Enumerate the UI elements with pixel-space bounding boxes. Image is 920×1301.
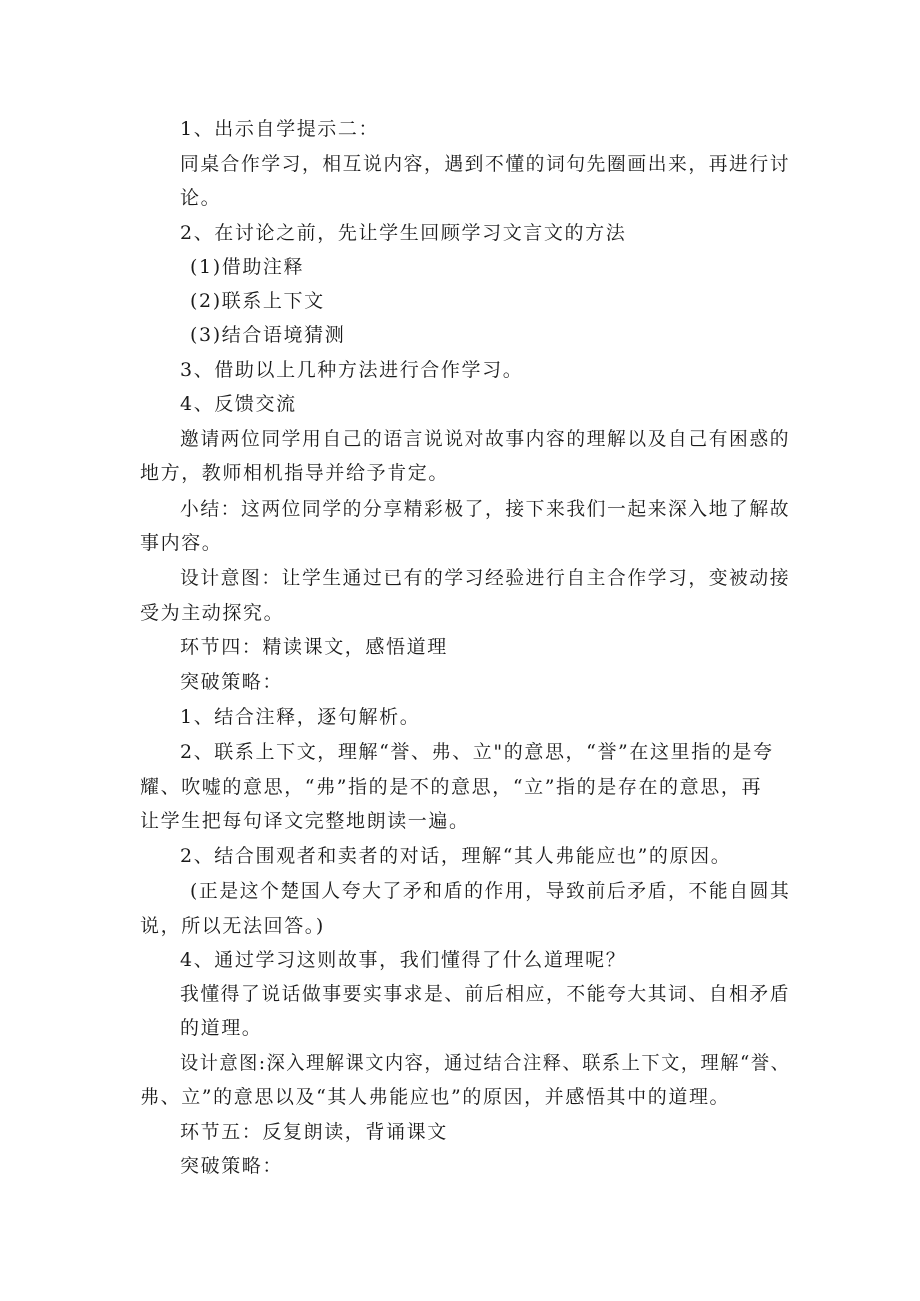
text-line: 邀请两位同学用自己的语言说说对故事内容的理解以及自己有困惑的 bbox=[180, 428, 791, 450]
text-line: (1)借助注释 bbox=[190, 256, 305, 278]
text-line: 我懂得了说话做事要实事求是、前后相应，不能夸大其词、自相矛盾 bbox=[180, 983, 791, 1005]
text-line: (2)联系上下文 bbox=[190, 290, 325, 312]
text-line: 2、联系上下文，理解“誉、弗、立"的意思，“誉”在这里指的是夸 bbox=[180, 741, 774, 763]
text-line: 同桌合作学习，相互说内容，遇到不懂的词句先圈画出来，再进行讨 bbox=[180, 153, 791, 175]
text-line: 受为主动探究。 bbox=[140, 602, 285, 624]
text-line: 地方，教师相机指导并给予肯定。 bbox=[140, 462, 450, 484]
text-line: 论。 bbox=[180, 187, 222, 209]
text-line: 2、在讨论之前，先让学生回顾学习文言文的方法 bbox=[180, 222, 627, 244]
text-line: 耀、吹嘘的意思，“弗”指的是不的意思，“立”指的是存在的意思，再 bbox=[140, 776, 763, 798]
text-line: 突破策略： bbox=[180, 671, 284, 693]
text-line: (正是这个楚国人夸大了矛和盾的作用，导致前后矛盾，不能自圆其 bbox=[190, 880, 791, 902]
text-line: 4、反馈交流 bbox=[180, 393, 297, 415]
text-line: 4、通过学习这则故事，我们懂得了什么道理呢？ bbox=[180, 949, 627, 971]
text-line: 弗、立”的意思以及“其人弗能应也”的原因，并感悟其中的道理。 bbox=[140, 1086, 731, 1108]
text-line: 1、出示自学提示二： bbox=[180, 118, 380, 140]
text-line: 突破策略： bbox=[180, 1155, 284, 1177]
text-line: 说，所以无法回答。) bbox=[140, 915, 325, 937]
text-line: 小结：这两位同学的分享精彩极了，接下来我们一起来深入地了解故 bbox=[180, 498, 791, 520]
text-line: (3)结合语境猜测 bbox=[190, 324, 346, 346]
text-line: 事内容。 bbox=[140, 532, 223, 554]
text-line: 2、结合围观者和卖者的对话，理解“其人弗能应也”的原因。 bbox=[180, 845, 732, 867]
text-line: 3、借助以上几种方法进行合作学习。 bbox=[180, 359, 524, 381]
section-heading: 环节五：反复朗读，背诵课文 bbox=[180, 1121, 448, 1143]
text-line: 设计意图：让学生通过已有的学习经验进行自主合作学习，变被动接 bbox=[180, 567, 791, 589]
text-line: 让学生把每句译文完整地朗读一遍。 bbox=[140, 810, 470, 832]
section-heading: 环节四：精读课文，感悟道理 bbox=[180, 636, 448, 658]
text-line: 1、结合注释，逐句解析。 bbox=[180, 706, 421, 728]
text-line: 设计意图:深入理解课文内容，通过结合注释、联系上下文，理解“誉、 bbox=[180, 1052, 791, 1074]
text-line: 的道理。 bbox=[180, 1017, 263, 1039]
